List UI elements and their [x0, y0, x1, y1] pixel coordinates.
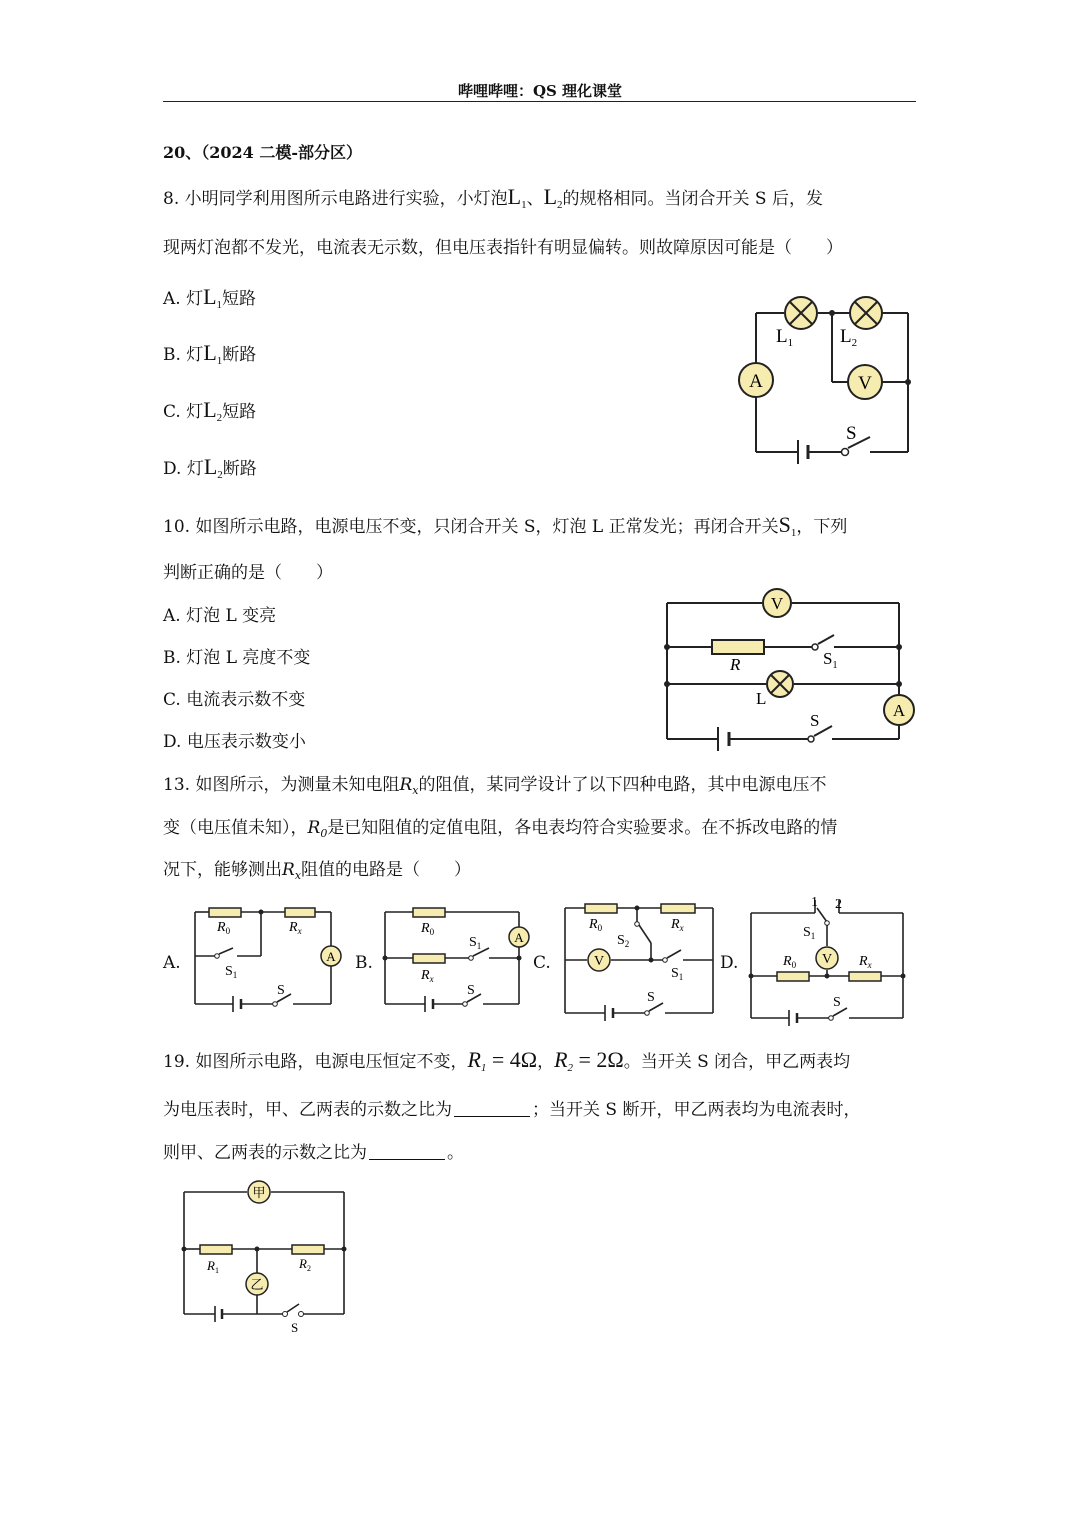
q8-l2-symbol: $L_2$ — [543, 184, 563, 211]
q13-stem-line2 — [163, 815, 837, 847]
q10-text-b: ，下列 — [796, 517, 848, 537]
q13-text-e: 况下，能够测出 — [163, 860, 282, 880]
q13-stem-line1 — [163, 772, 826, 804]
svg-text:R0: $R_0$ — [217, 920, 231, 936]
q13-circuit-c[interactable] — [555, 893, 723, 1028]
q10-option-c[interactable]: C. 电流表示数不变 — [163, 690, 306, 710]
svg-text:R0: $R_0$ — [783, 954, 797, 970]
q19-meter-yi — [246, 1273, 268, 1295]
svg-text:S2: $S_2$ — [617, 933, 630, 949]
svg-text:Rx: $R_x$ — [859, 954, 872, 970]
q13-option-d-label[interactable]: D. — [720, 953, 739, 973]
q19-r1-symbol: $R_1$ — [467, 1047, 487, 1074]
q10-lamp-l — [767, 671, 793, 697]
q13-circuit-b[interactable] — [377, 898, 537, 1023]
q13-circuit-a[interactable] — [185, 898, 350, 1023]
q13-r0-symbol: $R_0$ — [307, 818, 328, 840]
q10-voltmeter — [763, 589, 791, 617]
q19-circuit-diagram — [175, 1178, 355, 1338]
svg-text:V: V — [858, 373, 872, 394]
q19-resistor-r1 — [200, 1245, 232, 1254]
q19-r2-symbol: $R_2$ — [554, 1047, 574, 1074]
svg-text:V: V — [593, 954, 605, 969]
q13-text-c: 变（电压值未知）， — [163, 818, 308, 838]
q19-label-r1: $R_1$ — [207, 1258, 219, 1275]
svg-text:S1: $S_1$ — [803, 925, 816, 941]
q19-r2-value: = 2Ω — [578, 1047, 624, 1072]
q19-stem-line3: 则甲、乙两表的示数之比为 。 — [163, 1143, 464, 1163]
q19-resistor-r2 — [292, 1245, 324, 1254]
header-divider — [163, 101, 916, 102]
q19-stem-line1: 19. 如图所示电路，电源电压恒定不变，$R_1 = 4\Omega$，$R_2 = 2\Omega$。当开关 S 闭合，甲乙两表均 — [163, 1047, 851, 1074]
svg-text:A: A — [749, 371, 763, 392]
q8-lamp-l2 — [850, 297, 882, 329]
q19-switch-contact-right — [299, 1312, 304, 1317]
q10-stem-line2: 判断正确的是（ ） — [163, 563, 333, 583]
q19-switch-contact-left — [283, 1312, 288, 1317]
svg-text:A: A — [892, 701, 906, 720]
svg-text:R0: $R_0$ — [421, 921, 435, 937]
q13-option-c-label[interactable]: C. — [533, 953, 551, 973]
q13-stem-line3 — [163, 857, 471, 889]
svg-text:Rx: $R_x$ — [289, 920, 302, 936]
svg-text:V: V — [770, 594, 784, 613]
q8-switch-contact — [842, 449, 849, 456]
svg-text:S: S — [647, 990, 655, 1005]
q8-label-l1: $L_1$ — [776, 326, 794, 349]
q10-label-s: S — [810, 711, 820, 730]
svg-text:V: V — [821, 952, 833, 967]
svg-text:乙: 乙 — [250, 1278, 264, 1293]
q13-rx-symbol-2: $R_x$ — [282, 860, 302, 882]
q10-circuit-diagram — [660, 588, 920, 758]
svg-text:S: S — [277, 983, 285, 998]
page-header: 哔哩哔哩：QS 理化课堂 — [457, 82, 623, 100]
svg-text:S1: $S_1$ — [225, 964, 238, 980]
q19-r1-value: = 4Ω — [491, 1047, 538, 1072]
svg-text:甲: 甲 — [252, 1186, 266, 1201]
svg-text:R0: $R_0$ — [589, 917, 603, 933]
q8-voltmeter — [848, 365, 882, 399]
q13-text-f: 阻值的电路是（ ） — [301, 860, 472, 880]
svg-text:Rx: $R_x$ — [421, 968, 434, 984]
q10-ammeter — [884, 695, 914, 725]
q10-s1-symbol: $S_1$ — [778, 512, 797, 539]
q8-label-switch: S — [846, 423, 857, 444]
q8-text-a: 8. 小明同学利用图所示电路进行实验，小灯泡 — [163, 189, 508, 209]
q19-answer-blank-2[interactable] — [369, 1141, 445, 1160]
q10-option-b[interactable]: B. 灯泡 L 亮度不变 — [163, 648, 311, 668]
q8-stem-line2: 现两灯泡都不发光，电流表无示数，但电压表指针有明显偏转。则故障原因可能是（ ） — [163, 238, 843, 258]
q10-label-r: R — [730, 655, 741, 674]
q8-stem-line1 — [163, 184, 823, 218]
q19-label-s: S — [291, 1320, 299, 1335]
q10-switch1-contact — [812, 644, 818, 650]
q8-option-d[interactable]: D. 灯$L_2$断路 — [163, 454, 257, 481]
q19-text-b: 。当开关 S 闭合，甲乙两表均 — [623, 1052, 851, 1072]
svg-text:2: 2 — [835, 897, 842, 912]
q8-ammeter — [739, 363, 773, 397]
section-title: 20、（2024 二模-部分区） — [163, 143, 363, 162]
svg-text:S: S — [833, 995, 841, 1010]
svg-text:A: A — [326, 949, 336, 964]
q8-text-b: 的规格相同。当闭合开关 S 后，发 — [562, 189, 823, 209]
q8-option-c[interactable]: C. 灯$L_2$短路 — [163, 397, 257, 424]
q19-label-r2: $R_2$ — [299, 1256, 311, 1273]
q10-resistor-r — [712, 640, 764, 654]
q10-text-a: 10. 如图所示电路，电源电压不变，只闭合开关 S，灯泡 L 正常发光；再闭合开关 — [163, 517, 779, 537]
q19-stem-line2: 为电压表时，甲、乙两表的示数之比为 ；当开关 S 断开，甲乙两表均为电流表时， — [163, 1100, 861, 1120]
svg-text:S: S — [467, 983, 475, 998]
q10-option-d[interactable]: D. 电压表示数变小 — [163, 732, 306, 752]
q13-rx-symbol: $R_x$ — [399, 775, 419, 797]
q19-answer-blank-1[interactable] — [454, 1098, 530, 1117]
q13-text-a: 13. 如图所示，为测量未知电阻 — [163, 775, 400, 795]
q8-l1-symbol: $L_1$ — [507, 184, 527, 211]
q19-text-a: 19. 如图所示电路，电源电压恒定不变， — [163, 1052, 468, 1072]
q10-label-l: L — [756, 689, 767, 708]
q13-option-b-label[interactable]: B. — [355, 953, 373, 973]
q13-option-a-label[interactable]: A. — [163, 953, 181, 973]
svg-text:1: 1 — [811, 895, 818, 910]
svg-text:S1: $S_1$ — [469, 935, 482, 951]
q13-text-b: 的阻值，某同学设计了以下四种电路，其中电源电压不 — [418, 775, 827, 795]
q10-stem-line1 — [163, 512, 847, 546]
q8-lamp-l1 — [785, 297, 817, 329]
svg-text:A: A — [514, 930, 524, 945]
q19-meter-jia — [248, 1181, 270, 1203]
q8-label-l2: $L_2$ — [840, 326, 858, 349]
svg-text:S1: $S_1$ — [671, 966, 684, 982]
q8-option-b[interactable]: B. 灯$L_1$断路 — [163, 340, 257, 367]
q10-option-a[interactable]: A. 灯泡 L 变亮 — [163, 606, 277, 626]
q13-circuit-d[interactable] — [745, 888, 915, 1028]
svg-text:Rx: $R_x$ — [671, 917, 684, 933]
q8-option-a[interactable]: A. 灯$L_1$短路 — [163, 284, 257, 311]
q8-separator: 、 — [526, 189, 544, 209]
q8-circuit-diagram — [730, 290, 920, 470]
q13-text-d: 是已知阻值的定值电阻，各电表均符合实验要求。在不拆改电路的情 — [327, 818, 838, 838]
q10-switch-contact — [808, 736, 814, 742]
q10-label-s1: $S_1$ — [823, 649, 838, 671]
